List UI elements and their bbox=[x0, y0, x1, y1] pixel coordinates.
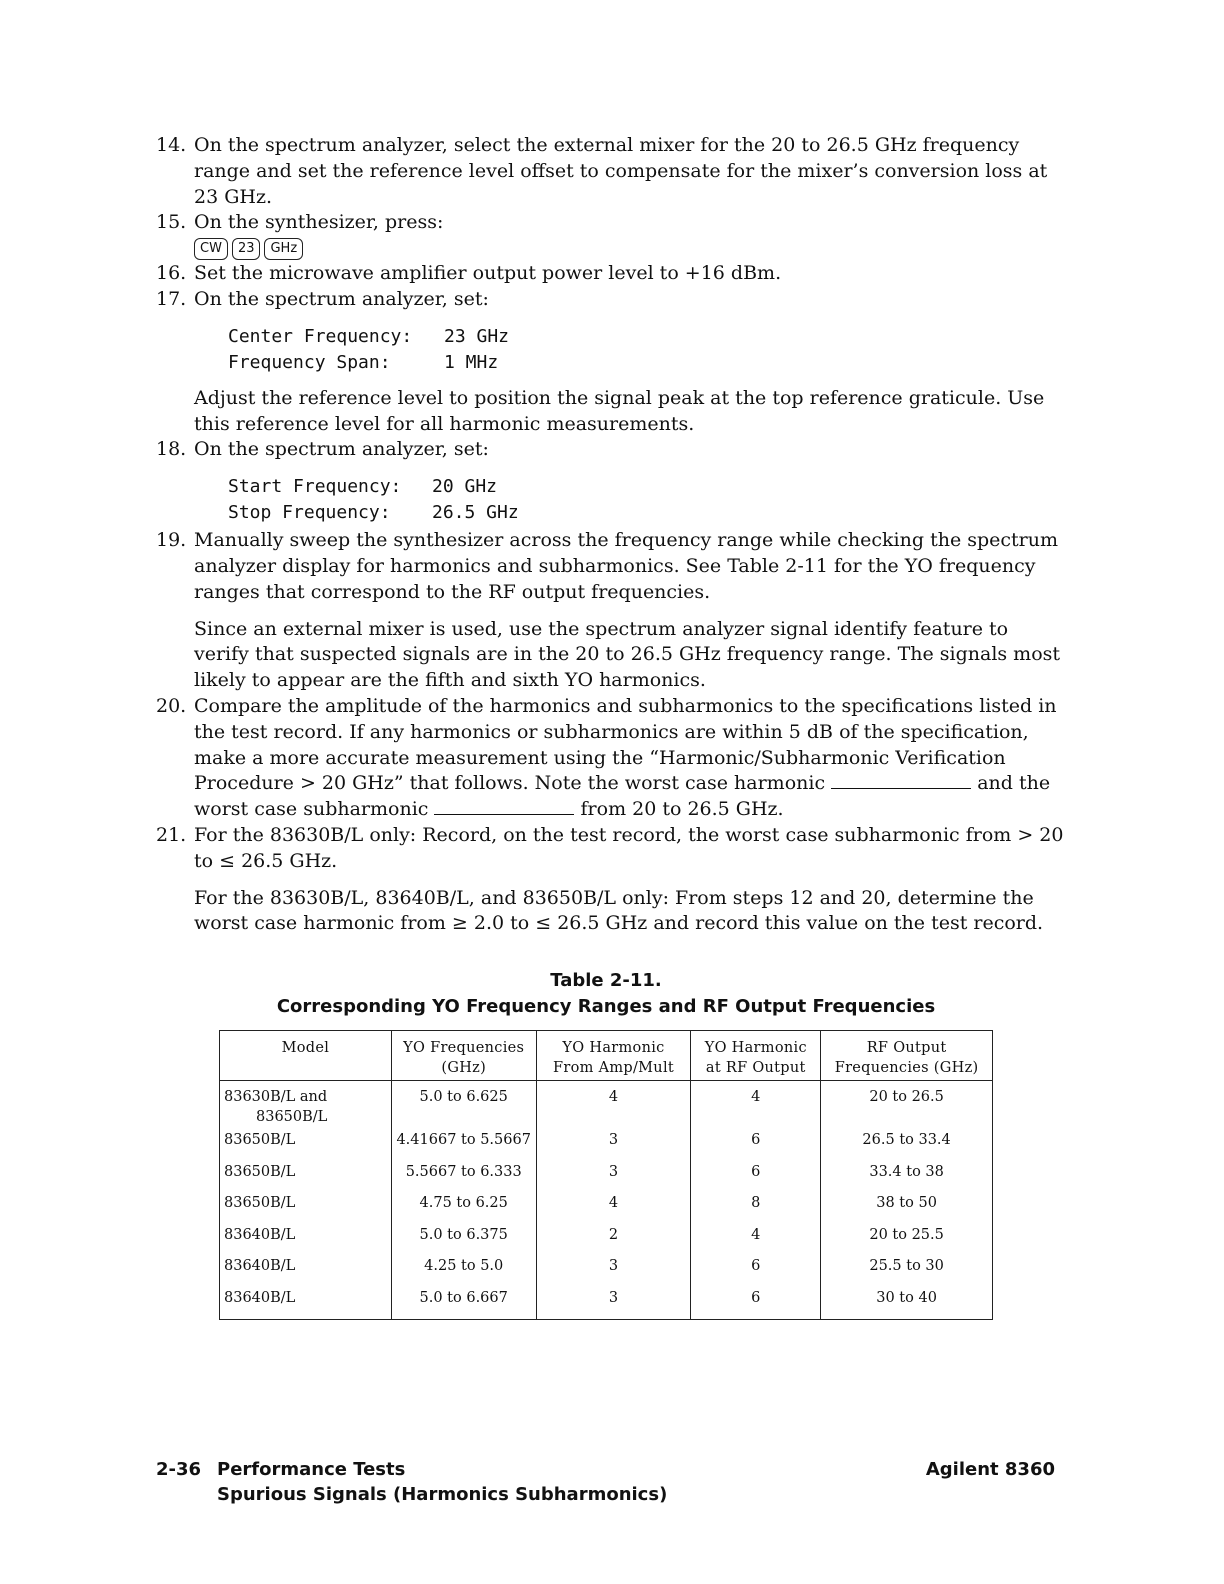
cell-harmonic-amp: 4 bbox=[536, 1081, 691, 1131]
cell-harmonic-amp: 2 bbox=[536, 1225, 691, 1257]
cell-rf-output: 33.4 to 38 bbox=[821, 1162, 993, 1194]
table-row bbox=[220, 1256, 993, 1288]
cell-harmonic-amp: 3 bbox=[536, 1130, 691, 1162]
step-text: On the spectrum analyzer, set: bbox=[194, 438, 489, 461]
cell-model: 83630B/L and 83650B/L bbox=[220, 1081, 392, 1131]
footer-page-number: 2-36 bbox=[156, 1459, 202, 1480]
column-header: YO Frequencies (GHz) bbox=[391, 1031, 536, 1081]
cell-harmonic-amp: 3 bbox=[536, 1288, 691, 1320]
step-note: Adjust the reference level to position the signal peak at the top reference graticule. Use this reference level for all harmonic measurements. bbox=[194, 386, 1045, 435]
cell-yo-frequencies: 4.41667 to 5.5667 bbox=[391, 1130, 536, 1162]
step-number: 16. bbox=[156, 262, 187, 285]
step-text-part: and the worst case subharmonic bbox=[194, 772, 1051, 821]
cell-rf-output: 26.5 to 33.4 bbox=[821, 1130, 993, 1162]
cell-yo-frequencies: 5.0 to 6.625 bbox=[391, 1081, 536, 1131]
worst-harmonic-blank bbox=[831, 771, 971, 789]
settings-block bbox=[228, 324, 1066, 376]
worst-subharmonic-blank bbox=[434, 797, 574, 815]
step-text bbox=[194, 694, 1066, 823]
yo-frequency-table bbox=[219, 1030, 993, 1320]
step-number: 15. bbox=[156, 211, 187, 234]
step-note: For the 83630B/L, 83640B/L, and 83650B/L only: From steps 12 and 20, determine the worst case harmonic from ≥ 2.0 to ≤ 26.5 GHz and record this value on the test record. bbox=[194, 886, 1044, 935]
table-header-row bbox=[220, 1031, 993, 1081]
step-text-part: from 20 to 26.5 GHz. bbox=[580, 798, 784, 821]
table-caption-title: Corresponding YO Frequency Ranges and RF Output Frequencies bbox=[276, 996, 936, 1017]
setting-label: Start Frequency: bbox=[228, 476, 402, 498]
cell-model: 83650B/L bbox=[220, 1162, 392, 1194]
setting-value: 20 GHz bbox=[432, 476, 498, 498]
table-row bbox=[220, 1081, 993, 1131]
step-19 bbox=[156, 528, 1066, 694]
step-21 bbox=[156, 823, 1066, 937]
table-row bbox=[220, 1162, 993, 1194]
key-cw: CW bbox=[194, 238, 228, 260]
cell-rf-output: 20 to 26.5 bbox=[821, 1081, 993, 1131]
cell-rf-output: 20 to 25.5 bbox=[821, 1225, 993, 1257]
cell-model: 83650B/L bbox=[220, 1193, 392, 1225]
column-header: RF Output Frequencies (GHz) bbox=[821, 1031, 993, 1081]
step-text: On the spectrum analyzer, select the external mixer for the 20 to 26.5 GHz frequency range and set the reference level offset to compensate for the mixer’s conversion loss at 23 GHz. bbox=[194, 134, 1048, 208]
cell-harmonic-rf: 6 bbox=[691, 1288, 821, 1320]
cell-yo-frequencies: 5.0 to 6.375 bbox=[391, 1225, 536, 1257]
cell-model: 83650B/L bbox=[220, 1130, 392, 1162]
procedure-steps bbox=[156, 133, 1066, 937]
step-text: On the spectrum analyzer, set: bbox=[194, 287, 489, 310]
step-text: Manually sweep the synthesizer across the frequency range while checking the spectrum analyzer display for harmonics and subharmonics. See Table 2-11 for the YO frequency ranges that correspond to the RF output frequencies. bbox=[194, 529, 1058, 603]
footer-section: Performance Tests bbox=[217, 1459, 406, 1480]
setting-label: Stop Frequency: bbox=[228, 502, 391, 524]
table-row bbox=[220, 1130, 993, 1162]
step-15 bbox=[156, 210, 1066, 261]
step-number: 14. bbox=[156, 134, 187, 156]
cell-harmonic-amp: 3 bbox=[536, 1162, 691, 1194]
footer-subsection: Spurious Signals (Harmonics Subharmonics) bbox=[217, 1484, 668, 1505]
table-caption-number: Table 2-11. bbox=[550, 970, 662, 991]
table-row bbox=[220, 1225, 993, 1257]
cell-yo-frequencies: 5.0 to 6.667 bbox=[391, 1288, 536, 1320]
key-ghz: GHz bbox=[264, 238, 303, 260]
step-20 bbox=[156, 694, 1066, 823]
cell-harmonic-rf: 6 bbox=[691, 1256, 821, 1288]
setting-value: 26.5 GHz bbox=[432, 502, 519, 524]
cell-harmonic-rf: 6 bbox=[691, 1162, 821, 1194]
cell-harmonic-rf: 4 bbox=[691, 1081, 821, 1131]
step-number: 20. bbox=[156, 694, 187, 717]
step-18 bbox=[156, 437, 1066, 528]
setting-value: 1 MHz bbox=[444, 351, 499, 373]
cell-rf-output: 25.5 to 30 bbox=[821, 1256, 993, 1288]
step-number: 21. bbox=[156, 823, 187, 846]
step-number: 17. bbox=[156, 287, 187, 310]
step-number: 19. bbox=[156, 529, 187, 552]
column-header: YO Harmonic From Amp/Mult bbox=[536, 1031, 691, 1081]
cell-model: 83640B/L bbox=[220, 1288, 392, 1320]
step-number: 18. bbox=[156, 438, 187, 461]
settings-block bbox=[228, 474, 1066, 526]
setting-value: 23 GHz bbox=[444, 325, 510, 347]
cell-yo-frequencies: 5.5667 to 6.333 bbox=[391, 1162, 536, 1194]
step-14 bbox=[156, 133, 1066, 210]
column-header: YO Harmonic at RF Output bbox=[691, 1031, 821, 1081]
setting-label: Frequency Span: bbox=[228, 351, 391, 373]
key-23: 23 bbox=[232, 238, 261, 260]
step-text: Set the microwave amplifier output power level to +16 dBm. bbox=[194, 262, 782, 285]
cell-yo-frequencies: 4.75 to 6.25 bbox=[391, 1193, 536, 1225]
table-row bbox=[220, 1193, 993, 1225]
cell-model: 83640B/L bbox=[220, 1256, 392, 1288]
key-sequence bbox=[194, 238, 1066, 260]
step-text: For the 83630B/L only: Record, on the test record, the worst case subharmonic from > 20 to ≤ 26.5 GHz. bbox=[194, 823, 1064, 872]
cell-harmonic-rf: 8 bbox=[691, 1193, 821, 1225]
step-text: On the synthesizer, press: bbox=[194, 211, 444, 234]
cell-yo-frequencies: 4.25 to 5.0 bbox=[391, 1256, 536, 1288]
step-note: Since an external mixer is used, use the spectrum analyzer signal identify feature to verify that suspected signals are in the 20 to 26.5 GHz frequency range. The signals most likely to appear are the fifth and sixth YO harmonics. bbox=[194, 617, 1061, 692]
table-row bbox=[220, 1288, 993, 1320]
cell-rf-output: 38 to 50 bbox=[821, 1193, 993, 1225]
step-17 bbox=[156, 287, 1066, 437]
footer-product: Agilent 8360 bbox=[925, 1459, 1055, 1480]
cell-harmonic-amp: 3 bbox=[536, 1256, 691, 1288]
step-16 bbox=[156, 261, 1066, 287]
cell-model: 83640B/L bbox=[220, 1225, 392, 1257]
setting-label: Center Frequency: bbox=[228, 325, 413, 347]
cell-harmonic-rf: 4 bbox=[691, 1225, 821, 1257]
step-text-part: Compare the amplitude of the harmonics and subharmonics to the specifications listed in the test record. If any harmonics or subharmonics are within 5 dB of the specification, make a more accurate measurement using the “Harmonic/Subharmonic Verification Procedure > 20 GHz” that follows. Note the worst case harmonic bbox=[194, 694, 1057, 795]
cell-harmonic-amp: 4 bbox=[536, 1193, 691, 1225]
column-header: Model bbox=[220, 1031, 392, 1081]
cell-harmonic-rf: 6 bbox=[691, 1130, 821, 1162]
cell-rf-output: 30 to 40 bbox=[821, 1288, 993, 1320]
